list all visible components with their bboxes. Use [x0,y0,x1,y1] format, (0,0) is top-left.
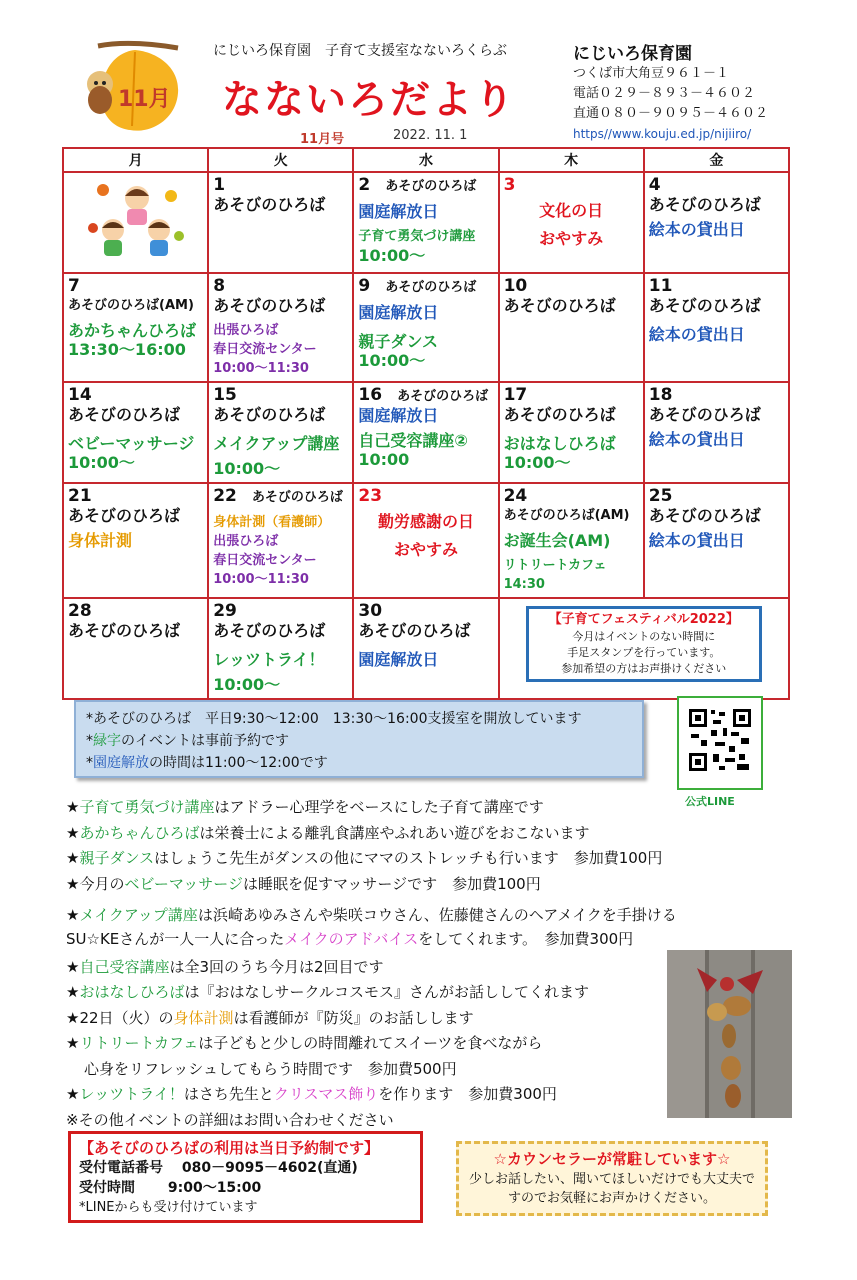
info-green-word: 緑字 [93,733,121,749]
day-number: 9 [358,276,371,296]
note-highlight: 親子ダンス [79,849,155,867]
event-time: 10:00 [358,450,410,469]
contact-block [573,44,768,144]
calendar-cell-30 [353,598,498,699]
event-self-acceptance: 自己受容講座② [358,431,468,450]
day-number: 10 [503,276,528,296]
event-outreach: 出張ひろば [213,534,279,549]
note-item [66,846,796,872]
event-time: 10:00～11:30 [213,361,309,376]
event-asobi: あそびのひろば [213,405,326,424]
calendar-cell-28 [63,598,208,699]
info-line-hours: *あそびのひろば 平日9:30～12:00 13:30～16:00支援室を開放しています [86,711,582,727]
calendar-cell-7 [63,273,208,382]
day-number: 1 [213,175,226,195]
event-asobi: あそびのひろば [503,405,616,424]
line-qr-code[interactable] [677,696,763,790]
contact-direct-phone: 直通０８０－９０９５－４６０２ [573,106,769,121]
calendar-cell-festival [499,598,789,699]
star-bullet: ★ [66,957,80,976]
note-text: は全3回のうち今月は2回目です [169,957,384,976]
day-number: 18 [648,385,673,405]
note-highlight: 自己受容講座 [79,957,170,976]
event-story-hiroba: おはなしひろば [503,434,616,453]
day-number: 30 [358,601,383,621]
calendar-cell-16 [353,382,498,483]
week-row [63,382,789,483]
counselor-notice [456,1141,768,1216]
day-number: 24 [503,486,528,506]
note-highlight: 身体計測 [173,1008,234,1027]
calendar-cell-9 [353,273,498,382]
info-text: のイベントは事前予約です [121,733,289,749]
event-garden-open: 園庭解放日 [358,303,439,322]
festival-title: 【子育てフェスティバル2022】 [548,612,739,627]
day-number: 7 [68,276,80,296]
event-book-lending: 絵本の貸出日 [648,531,745,550]
note-item [66,872,796,898]
holiday-closed: おやすみ [393,540,458,559]
organization-line: にじいろ保育園 子育て支援室なないろくらぶ [213,43,507,59]
star-bullet: ★ [66,823,80,842]
event-garden-open: 園庭解放日 [358,650,439,669]
calendar-cell-10 [499,273,644,382]
note-highlight: おはなしひろば [79,983,185,1001]
star-bullet: ★ [66,798,80,816]
note-text: はさち先生と [183,1085,274,1103]
event-time: 10:00～ [358,246,426,265]
info-blue-word: 園庭解放 [93,755,149,771]
reservation-title: 【あそびのひろばの利用は当日予約制です】 [79,1139,380,1157]
weekday-header-row [63,148,789,172]
event-time: 10:00～ [358,351,426,370]
star-bullet: ★ [66,1085,80,1103]
qr-label: 公式LINE [685,795,735,808]
event-lets-try: レッツトライ！ [213,650,325,669]
contact-address: つくば市大角豆９６１－１ [573,66,730,81]
calendar-cell-illustration [63,172,208,273]
note-item [66,903,796,929]
day-number: 11 [648,276,673,296]
reservation-notice [68,1131,423,1223]
event-parent-dance: 親子ダンス [358,332,439,351]
event-time: 10:00～11:30 [213,572,309,587]
event-asobi: あそびのひろば [648,195,761,214]
contact-url[interactable]: https//www.kouju.ed.jp/nijiiro/ [573,127,752,141]
event-outreach: 出張ひろば [213,323,279,338]
calendar-cell-2 [353,172,498,273]
day-number: 21 [68,486,92,506]
event-asobi: あそびのひろば [385,179,477,194]
children-autumn-illustration [81,178,191,268]
calendar-cell-18 [644,382,789,483]
weekday-mon: 月 [63,148,208,172]
festival-line: 参加希望の方はお声掛けください [561,662,727,675]
event-asobi: あそびのひろば [68,621,181,640]
star-bullet: ★ [66,983,80,1001]
calendar-cell-15 [208,382,353,483]
info-line-garden [86,752,632,774]
note-item [66,929,796,949]
qr-code-icon [679,698,761,788]
event-baby-hiroba: あかちゃんひろば [68,321,197,340]
event-book-lending: 絵本の貸出日 [648,325,745,344]
note-text: は浜崎あゆみさんや柴咲コウさん、佐藤健さんのヘアメイクを手掛ける [197,906,677,924]
note-text: をしてくれます。 参加費300円 [418,929,634,948]
contact-phone: 電話０２９－８９３－４６０２ [573,86,756,101]
day-header [358,176,493,196]
event-asobi: あそびのひろば [648,405,761,424]
month-badge: 11月 [118,87,171,112]
reservation-line-note: *LINEからも受け付けています [79,1200,258,1215]
info-line-reservation [86,730,632,752]
note-text: は子どもと少しの時間離れてスイーツを食べながら [198,1034,543,1052]
day-number: 17 [503,385,528,405]
event-baby-massage: ベビーマッサージ [68,434,195,453]
star-bullet: ★ [66,874,80,893]
day-number: 4 [648,175,661,195]
star-bullet: ★ [66,849,80,867]
day-number: 28 [68,601,92,621]
note-text: ※その他イベントの詳細はお問い合わせください [66,1110,394,1129]
day-number: 15 [213,385,237,405]
note-highlight: 子育て勇気づけ講座 [79,798,215,816]
calendar-cell-22 [208,483,353,598]
event-asobi: あそびのひろば [251,490,343,505]
note-highlight: あかちゃんひろば [79,823,200,842]
festival-line: 手足スタンプを行っています。 [567,646,721,659]
calendar-table [62,147,790,700]
day-number: 8 [213,276,226,296]
weekday-fri: 金 [644,148,789,172]
note-text: は栄養士による離乳食講座やふれあい遊びをおこないます [199,823,590,842]
event-asobi: あそびのひろば [358,621,471,640]
star-bullet: ★ [66,1034,80,1052]
holiday-name: 文化の日 [539,201,604,220]
note-highlight: ベビーマッサージ [124,874,243,893]
event-venue: 春日交流センター [213,342,317,357]
contact-name: にじいろ保育園 [573,44,692,64]
weekday-wed: 水 [353,148,498,172]
star-bullet: ★ [66,906,80,924]
weekday-tue: 火 [208,148,353,172]
header [0,0,857,145]
event-asobi: あそびのひろば [68,405,181,424]
week-row [63,483,789,598]
holiday-name: 勤労感謝の日 [377,512,474,531]
event-asobi: あそびのひろば [213,195,326,214]
note-text: 今月の [79,874,125,893]
day-number: 2 [358,175,371,195]
event-parenting-course: 子育て勇気づけ講座 [358,229,476,244]
calendar-cell-23 [353,483,498,598]
issue-date: 2022. 11. 1 [393,128,468,143]
event-asobi: あそびのひろば [213,621,326,640]
event-asobi: あそびのひろば [385,280,477,295]
event-book-lending: 絵本の貸出日 [648,220,745,239]
note-text: を作ります 参加費300円 [378,1085,557,1103]
day-header [358,386,493,406]
note-text: 心身をリフレッシュしてもらう時間です 参加費500円 [84,1059,457,1078]
event-time: 10:00～ [213,675,281,694]
calendar-cell-21 [63,483,208,598]
event-venue: 春日交流センター [213,553,317,568]
calendar-cell-11 [644,273,789,382]
calendar-cell-29 [208,598,353,699]
note-highlight: レッツトライ！ [79,1085,184,1103]
week-row [63,598,789,699]
note-text: はしょうこ先生がダンスの他にママのストレッチも行います 参加費100円 [154,849,663,867]
reservation-hours: 受付時間 9:00～15:00 [79,1180,262,1196]
day-header [213,487,348,507]
day-number: 29 [213,601,237,621]
event-time: 13:30～16:00 [68,340,186,359]
calendar-cell-4 [644,172,789,273]
counselor-title: ☆カウンセラーが常駐しています☆ [493,1150,731,1168]
note-text: はアドラー心理学をベースにした子育て講座です [214,798,544,816]
day-number: 22 [213,486,237,506]
week-row [63,273,789,382]
note-text: は『おはなしサークルコスモス』さんがお話ししてくれます [184,983,590,1001]
note-item [66,821,796,847]
day-header [358,277,493,297]
pinecone-wreath-photo [667,950,792,1118]
reservation-phone: 受付電話番号 080－9095－4602(直通) [79,1160,358,1176]
calendar-cell-24 [499,483,644,598]
calendar-cell-1 [208,172,353,273]
event-body-measure: 身体計測（看護師） [213,515,331,530]
counselor-text: 少しお話したい、聞いてほしいだけでも大丈夫ですのでお気軽にお声かけください。 [468,1172,755,1206]
event-asobi: あそびのひろば [68,506,181,525]
event-time: 10:00～ [503,453,571,472]
newsletter-title: なないろだより [222,77,516,123]
note-highlight: リトリートカフェ [79,1034,199,1052]
note-highlight: メイクアップ講座 [79,906,198,924]
festival-line: 今月はイベントのない時間に [572,630,716,643]
event-garden-open: 園庭解放日 [358,202,439,221]
note-text: は看護師が『防災』のお話しします [233,1008,474,1027]
note-text: 22日（火）の [79,1008,174,1027]
event-asobi: あそびのひろば(AM) [68,298,194,313]
event-retreat-cafe: リトリートカフェ14:30 [503,558,607,592]
info-box [74,700,644,778]
event-book-lending: 絵本の貸出日 [648,430,745,449]
weekday-thu: 木 [499,148,644,172]
event-asobi: あそびのひろば(AM) [503,508,630,523]
note-text: は睡眠を促すマッサージです 参加費100円 [242,874,541,893]
day-number: 25 [648,486,673,506]
day-number: 14 [68,385,92,405]
calendar-cell-25 [644,483,789,598]
event-asobi: あそびのひろば [397,389,489,404]
event-body-measure: 身体計測 [68,531,133,550]
note-highlight: メイクのアドバイス [284,929,419,948]
event-time: 10:00～ [68,453,135,472]
note-text: SU☆KEさんが一人一人に合った [66,929,285,948]
festival-notice [526,606,762,682]
event-asobi: あそびのひろば [503,296,616,315]
event-makeup-course: メイクアップ講座 [213,434,340,453]
week-row [63,172,789,273]
day-number: 23 [358,486,383,506]
calendar-cell-17 [499,382,644,483]
event-asobi: あそびのひろば [648,296,761,315]
holiday-closed: おやすみ [539,229,604,248]
calendar-cell-3 [499,172,644,273]
note-highlight: クリスマス飾り [273,1085,379,1103]
info-prefix: * [86,755,93,771]
calendar-cell-14 [63,382,208,483]
day-number: 16 [358,385,383,405]
note-item [66,795,796,821]
day-number: 3 [503,175,516,195]
event-asobi: あそびのひろば [213,296,326,315]
info-prefix: * [86,733,93,749]
event-birthday: お誕生会(AM) [503,531,611,550]
issue-label: 11月号 [300,132,345,147]
event-time: 10:00～ [213,459,281,478]
calendar-cell-8 [208,273,353,382]
event-garden-open: 園庭解放日 [358,406,439,425]
star-bullet: ★ [66,1008,80,1027]
event-asobi: あそびのひろば [648,506,761,525]
info-text: の時間は11:00～12:00です [149,755,328,771]
